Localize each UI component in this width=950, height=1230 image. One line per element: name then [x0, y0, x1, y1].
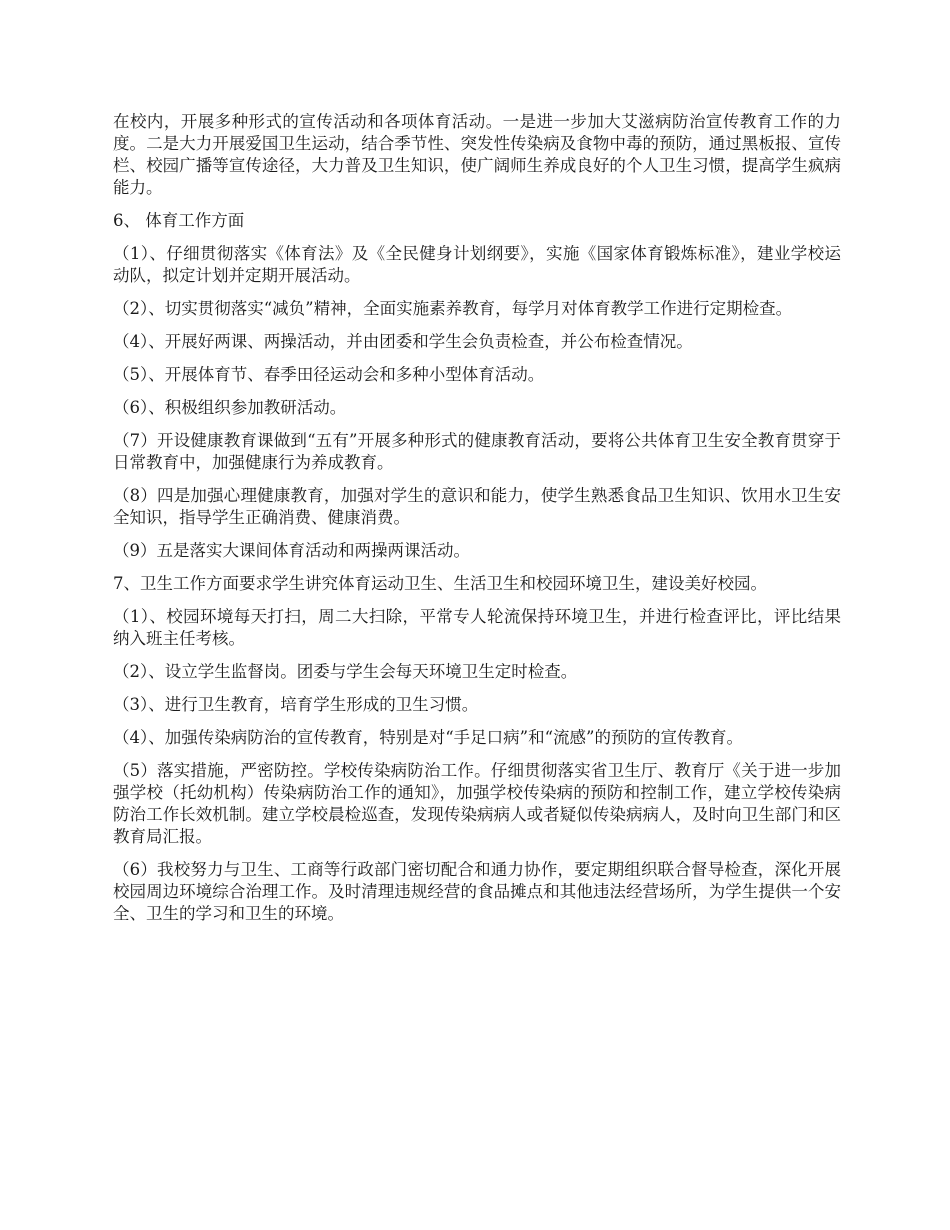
paragraph-hygiene-2: （2）、设立学生监督岗。团委与学生会每天环境卫生定时检查。: [113, 662, 578, 681]
paragraph-sports-4: （4）、开展好两课、两操活动，并由团委和学生会负责检查，并公布检查情况。: [113, 332, 693, 351]
paragraph-intro: 在校内，开展多种形式的宣传活动和各项体育活动。一是进一步加大艾滋病防治宣传教育工作的力度。二是大力开展爱国卫生运动，结合季节性、突发性传染病及食物中毒的预防，通过黑板报、宣传栏、校园广播等宣传途径，大力普及卫生知识，使广阔师生养成良好的个人卫生习惯，提高学生疯病能力。: [113, 112, 841, 197]
paragraph-hygiene-4: （4）、加强传染病防治的宣传教育，特别是对“手足口病”和“流感”的预防的宣传教育。: [113, 728, 743, 747]
heading-sports-work: 6、 体育工作方面: [113, 211, 245, 230]
paragraph-sports-7: （7）开设健康教育课做到“五有”开展多种形式的健康教育活动，要将公共体育卫生安全教育贯穿于日常教育中，加强健康行为养成教育。: [113, 431, 841, 472]
paragraph-hygiene-1: （1）、校园环境每天打扫，周二大扫除，平常专人轮流保持环境卫生，并进行检查评比，评比结果纳入班主任考核。: [113, 607, 841, 648]
paragraph-sports-5: （5）、开展体育节、春季田径运动会和多种小型体育活动。: [113, 365, 545, 384]
paragraph-sports-9: （9）五是落实大课间体育活动和两操两课活动。: [113, 541, 470, 560]
paragraph-hygiene-5: （5）落实措施，严密防控。学校传染病防治工作。仔细贯彻落实省卫生厅、教育厅《关于进一步加强学校（托幼机构）传染病防治工作的通知》，加强学校传染病的预防和控制工作，建立学校传染病防治工作长效机制。建立学校晨检巡查，发现传染病病人或者疑似传染病病人，及时向卫生部门和区教育局汇报。: [113, 761, 841, 846]
paragraph-sports-6: （6）、积极组织参加教研活动。: [113, 398, 347, 417]
paragraph-sports-1: （1）、仔细贯彻落实《体育法》及《全民健身计划纲要》，实施《国家体育锻炼标准》，建业学校运动队，拟定计划并定期开展活动。: [113, 244, 841, 285]
paragraph-sports-2: （2）、切实贯彻落实“减负”精神，全面实施素养教育，每学月对体育教学工作进行定期检查。: [113, 299, 793, 318]
document-body: [113, 111, 841, 936]
heading-hygiene-work: 7、卫生工作方面要求学生讲究体育运动卫生、生活卫生和校园环境卫生，建设美好校园。: [113, 574, 767, 593]
paragraph-hygiene-6: （6）我校努力与卫生、工商等行政部门密切配合和通力协作，要定期组织联合督导检查，深化开展校园周边环境综合治理工作。及时清理违规经营的食品摊点和其他违法经营场所，为学生提供一个安全、卫生的学习和卫生的环境。: [113, 860, 841, 923]
paragraph-hygiene-3: （3）、进行卫生教育，培育学生形成的卫生习惯。: [113, 695, 479, 714]
paragraph-sports-8: （8）四是加强心理健康教育，加强对学生的意识和能力，使学生熟悉食品卫生知识、饮用水卫生安全知识，指导学生正确消费、健康消费。: [113, 486, 841, 527]
